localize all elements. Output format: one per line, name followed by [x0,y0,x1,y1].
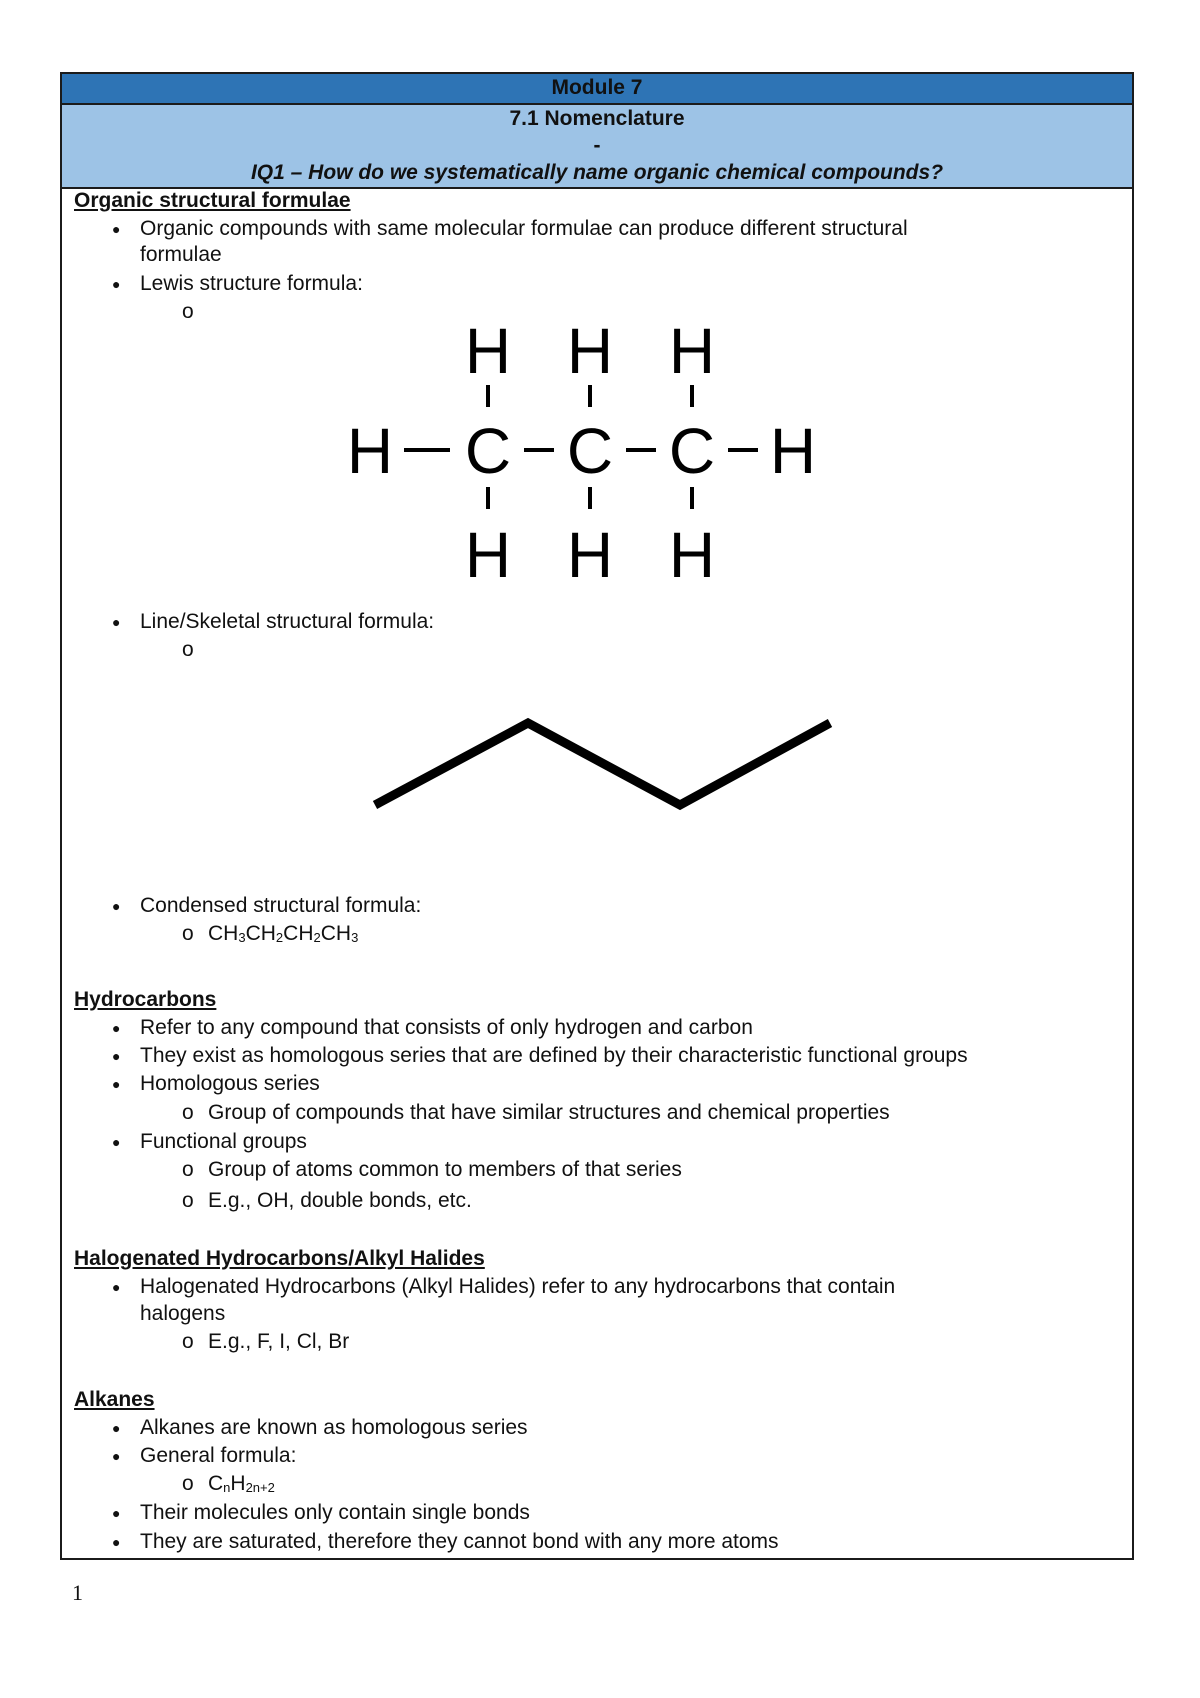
sub-bullet [182,920,358,952]
bullet-text: Group of compounds that have similar structures and chemical properties [208,1101,890,1124]
section-title: 7.1 Nomenclature [509,107,685,130]
bullet-text: Halogenated Hydrocarbons (Alkyl Halides) refer to any hydrocarbons that contain [140,1275,896,1298]
bullet-item [112,1014,753,1042]
bullet-text: Alkanes are known as homologous series [140,1416,528,1439]
bullet-text: They exist as homologous series that are defined by their characteristic functional groups [140,1044,968,1067]
sub-bullet [182,636,208,664]
bullet-text: They are saturated, therefore they cannot bond with any more atoms [140,1530,779,1553]
bullet-item [112,1042,968,1070]
sub-bullet [182,1187,472,1215]
bullet-item [112,608,434,636]
hydrogen-atom: H [668,325,716,387]
bullet-item [112,270,363,298]
lewis-structure-diagram [300,325,860,585]
bullet-text: Homologous series [140,1072,320,1095]
header-dash: - [593,134,601,157]
bullet-item [112,1499,530,1527]
hydrogen-atom: H [566,519,614,585]
heading-hydrocarbons: Hydrocarbons [74,988,217,1011]
sub-bullet [182,298,208,326]
bullet-text: General formula: [140,1444,297,1467]
bullet-text: formulae [140,243,222,266]
skeletal-structure-diagram [360,700,840,830]
hydrogen-atom: H [464,519,512,585]
bullet-text: Lewis structure formula: [140,272,363,295]
bullet-item [112,1414,528,1442]
bullet-item [112,1528,779,1556]
bullet-item [112,892,421,920]
bullet-text: halogens [140,1302,226,1325]
carbon-atom: C [668,415,716,487]
bullet-text: Group of atoms common to members of that series [208,1158,682,1181]
condensed-formula: $CH_3CH_2CH_2CH_3$ [208,922,359,945]
bullet-item [112,1128,307,1156]
sub-bullet [182,1099,890,1127]
carbon-atom: C [464,415,512,487]
bullet-text: E.g., OH, double bonds, etc. [208,1189,472,1212]
hydrogen-atom: H [566,325,614,387]
bullet-text: Their molecules only contain single bonds [140,1501,530,1524]
bullet-item [112,1070,320,1098]
section-header [62,105,1132,189]
sub-bullet [182,1470,275,1502]
sub-bullet [182,1156,682,1184]
bullet-text: Organic compounds with same molecular formulae can produce different structural [140,217,908,240]
bullet-item [112,1442,296,1470]
bullet-continuation [112,241,222,269]
page-number: 1 [72,1580,83,1605]
heading-structural: Organic structural formulae [74,189,351,212]
bullet-text: Refer to any compound that consists of only hydrogen and carbon [140,1016,753,1039]
sub-bullet [182,1328,349,1356]
bullet-text: Functional groups [140,1130,307,1153]
bullet-text: Condensed structural formula: [140,894,422,917]
heading-halogenated: Halogenated Hydrocarbons/Alkyl Halides [74,1247,485,1270]
carbon-chain-line [375,723,830,805]
bullet-text: E.g., F, I, Cl, Br [208,1330,350,1353]
hydrogen-atom: H [346,415,394,487]
bullet-continuation [112,1300,225,1328]
general-formula: $C_nH_{2n+2}$ [208,1472,275,1495]
carbon-atom: C [566,415,614,487]
hydrogen-atom: H [668,519,716,585]
hydrogen-atom: H [464,325,512,387]
heading-alkanes: Alkanes [74,1388,155,1411]
module-title: Module 7 [62,74,1132,105]
hydrogen-atom: H [769,415,817,487]
bullet-item [112,1273,895,1301]
bullet-text: Line/Skeletal structural formula: [140,610,435,633]
inquiry-question: IQ1 – How do we systematically name organic chemical compounds? [250,161,944,184]
bullet-item [112,215,908,243]
